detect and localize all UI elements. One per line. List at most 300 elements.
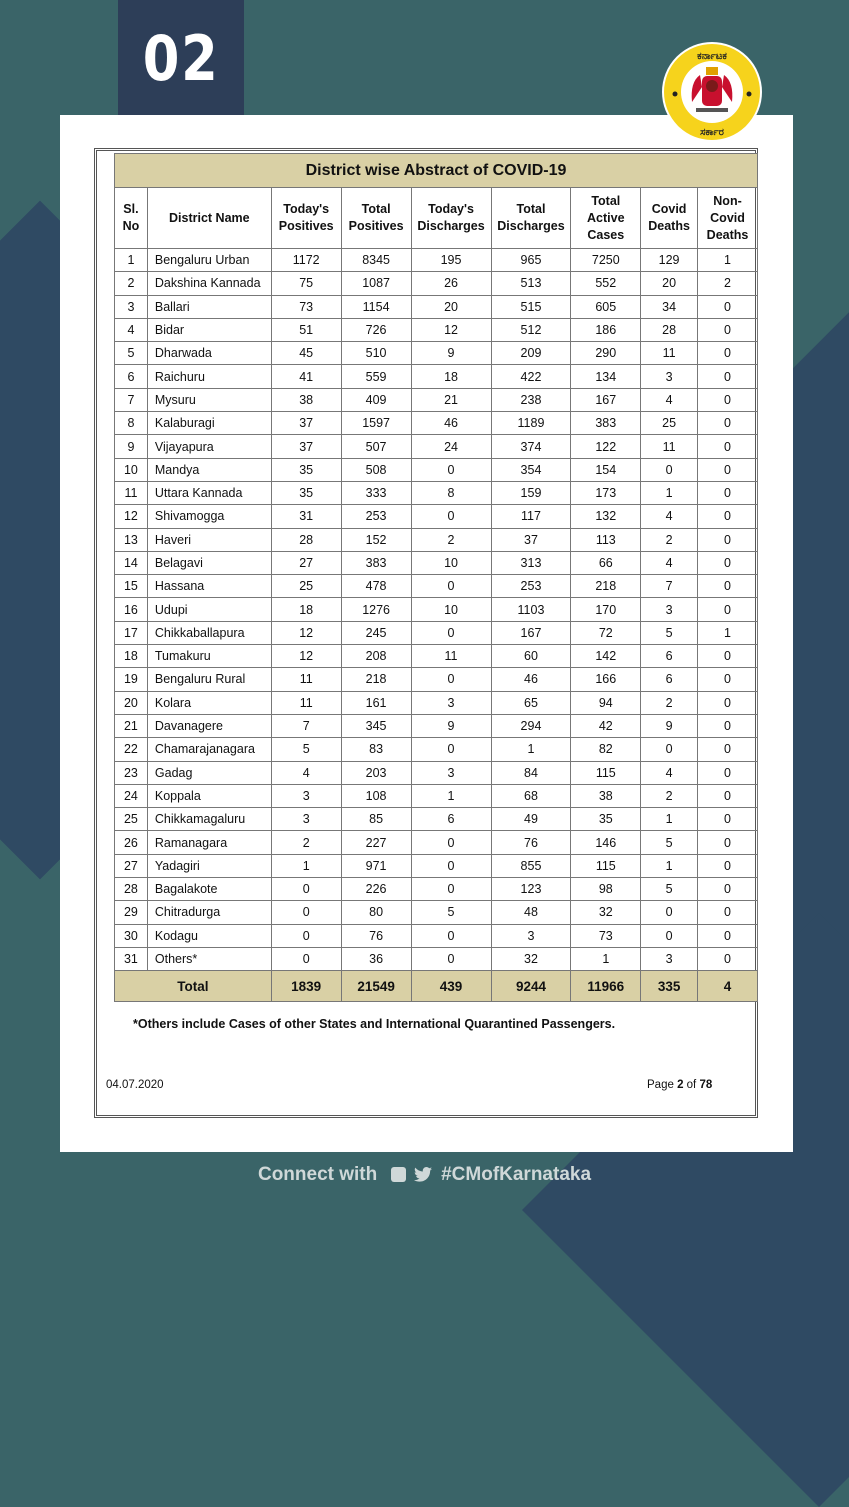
table-cell: 6 [115, 365, 148, 388]
table-row [115, 481, 758, 504]
district-name-cell: Ballari [147, 295, 271, 318]
table-cell: 49 [491, 808, 571, 831]
total-row [115, 971, 758, 1002]
table-cell: 4 [271, 761, 341, 784]
total-cell: 21549 [341, 971, 411, 1002]
table-cell: 253 [491, 575, 571, 598]
seal-bottom-text: ಸರ್ಕಾರ [700, 127, 724, 138]
column-header: Today's Discharges [411, 188, 491, 249]
table-cell: 5 [411, 901, 491, 924]
table-cell: 409 [341, 388, 411, 411]
table-row [115, 645, 758, 668]
table-cell: 51 [271, 318, 341, 341]
table-cell: 3 [115, 295, 148, 318]
page-current: 2 [677, 1079, 684, 1091]
table-cell: 203 [341, 761, 411, 784]
table-cell: 354 [491, 458, 571, 481]
table-cell: 0 [698, 481, 758, 504]
table-row [115, 388, 758, 411]
table-cell: 1597 [341, 412, 411, 435]
table-cell: 5 [641, 831, 698, 854]
table-cell: 186 [571, 318, 641, 341]
column-header: Covid Deaths [641, 188, 698, 249]
page-number-badge [118, 0, 244, 116]
table-cell: 294 [491, 714, 571, 737]
table-cell: 85 [341, 808, 411, 831]
table-cell: 18 [271, 598, 341, 621]
table-cell: 290 [571, 342, 641, 365]
page-prefix: Page [647, 1079, 678, 1091]
table-cell: 21 [411, 388, 491, 411]
table-cell: 333 [341, 481, 411, 504]
table-cell: 1 [641, 854, 698, 877]
table-cell: 374 [491, 435, 571, 458]
table-cell: 0 [271, 924, 341, 947]
table-cell: 0 [641, 924, 698, 947]
table-cell: 38 [571, 784, 641, 807]
table-cell: 170 [571, 598, 641, 621]
table-cell: 0 [411, 458, 491, 481]
document-page-indicator [647, 1079, 712, 1091]
district-name-cell: Dakshina Kannada [147, 272, 271, 295]
table-cell: 3 [411, 691, 491, 714]
district-name-cell: Mandya [147, 458, 271, 481]
table-cell: 605 [571, 295, 641, 318]
table-row [115, 249, 758, 272]
table-cell: 21 [115, 714, 148, 737]
table-cell: 28 [115, 878, 148, 901]
table-cell: 9 [411, 342, 491, 365]
column-header: Today's Positives [271, 188, 341, 249]
column-header: District Name [147, 188, 271, 249]
total-cell: 4 [698, 971, 758, 1002]
table-cell: 154 [571, 458, 641, 481]
table-cell: 5 [115, 342, 148, 365]
table-cell: 9 [411, 714, 491, 737]
total-label: Total [115, 971, 272, 1002]
table-cell: 253 [341, 505, 411, 528]
table-cell: 1087 [341, 272, 411, 295]
table-cell: 42 [571, 714, 641, 737]
table-cell: 0 [411, 924, 491, 947]
table-cell: 11 [641, 435, 698, 458]
table-cell: 11 [271, 691, 341, 714]
table-cell: 552 [571, 272, 641, 295]
table-row [115, 318, 758, 341]
table-cell: 6 [411, 808, 491, 831]
table-cell: 72 [571, 621, 641, 644]
district-name-cell: Chamarajanagara [147, 738, 271, 761]
table-cell: 14 [115, 551, 148, 574]
table-cell: 18 [115, 645, 148, 668]
table-cell: 16 [115, 598, 148, 621]
district-name-cell: Kalaburagi [147, 412, 271, 435]
table-cell: 0 [698, 435, 758, 458]
table-cell: 48 [491, 901, 571, 924]
district-name-cell: Raichuru [147, 365, 271, 388]
seal-top-text: ಕರ್ನಾಟಕ [697, 51, 727, 62]
district-name-cell: Hassana [147, 575, 271, 598]
column-header: Non- Covid Deaths [698, 188, 758, 249]
table-cell: 98 [571, 878, 641, 901]
table-cell: 76 [491, 831, 571, 854]
table-cell: 35 [571, 808, 641, 831]
table-cell: 0 [698, 854, 758, 877]
table-cell: 46 [411, 412, 491, 435]
table-row [115, 295, 758, 318]
table-cell: 0 [411, 505, 491, 528]
table-cell: 83 [341, 738, 411, 761]
table-cell: 115 [571, 761, 641, 784]
table-cell: 11 [411, 645, 491, 668]
table-cell: 31 [271, 505, 341, 528]
table-cell: 1 [571, 947, 641, 970]
table-cell: 122 [571, 435, 641, 458]
table-cell: 559 [341, 365, 411, 388]
table-cell: 0 [698, 365, 758, 388]
table-row [115, 831, 758, 854]
table-cell: 0 [271, 878, 341, 901]
table-cell: 1 [698, 621, 758, 644]
table-row [115, 528, 758, 551]
table-cell: 0 [698, 831, 758, 854]
table-cell: 2 [411, 528, 491, 551]
table-cell: 0 [271, 947, 341, 970]
table-cell: 2 [641, 691, 698, 714]
table-row [115, 365, 758, 388]
table-row [115, 691, 758, 714]
table-cell: 3 [641, 598, 698, 621]
karnataka-govt-seal-icon [662, 42, 762, 142]
table-row [115, 272, 758, 295]
table-cell: 7 [641, 575, 698, 598]
table-cell: 1 [271, 854, 341, 877]
table-cell: 209 [491, 342, 571, 365]
table-cell: 115 [571, 854, 641, 877]
district-name-cell: Yadagiri [147, 854, 271, 877]
table-cell: 117 [491, 505, 571, 528]
table-cell: 0 [411, 668, 491, 691]
table-cell: 25 [115, 808, 148, 831]
table-cell: 80 [341, 901, 411, 924]
district-name-cell: Chitradurga [147, 901, 271, 924]
table-cell: 68 [491, 784, 571, 807]
table-cell: 9 [641, 714, 698, 737]
table-cell: 166 [571, 668, 641, 691]
table-cell: 0 [698, 295, 758, 318]
table-row [115, 808, 758, 831]
total-cell: 335 [641, 971, 698, 1002]
table-cell: 0 [698, 738, 758, 761]
table-cell: 37 [271, 435, 341, 458]
table-row [115, 435, 758, 458]
table-cell: 5 [271, 738, 341, 761]
column-header: Total Active Cases [571, 188, 641, 249]
table-row [115, 947, 758, 970]
table-cell: 0 [698, 691, 758, 714]
covid-district-table [114, 153, 758, 1002]
table-cell: 0 [411, 738, 491, 761]
district-name-cell: Udupi [147, 598, 271, 621]
table-cell: 12 [271, 621, 341, 644]
table-cell: 9 [115, 435, 148, 458]
table-cell: 0 [698, 388, 758, 411]
table-row [115, 598, 758, 621]
table-cell: 17 [115, 621, 148, 644]
table-cell: 36 [341, 947, 411, 970]
table-row [115, 714, 758, 737]
table-cell: 0 [698, 924, 758, 947]
table-cell: 20 [411, 295, 491, 318]
table-cell: 13 [115, 528, 148, 551]
table-cell: 113 [571, 528, 641, 551]
table-cell: 66 [571, 551, 641, 574]
table-cell: 23 [115, 761, 148, 784]
table-cell: 1154 [341, 295, 411, 318]
table-cell: 2 [115, 272, 148, 295]
table-row [115, 738, 758, 761]
table-footnote: *Others include Cases of other States and International Quarantined Passengers. [133, 1017, 616, 1031]
table-cell: 4 [641, 551, 698, 574]
table-cell: 5 [641, 621, 698, 644]
table-cell: 167 [571, 388, 641, 411]
table-cell: 855 [491, 854, 571, 877]
table-cell: 8345 [341, 249, 411, 272]
table-row [115, 575, 758, 598]
district-name-cell: Chikkaballapura [147, 621, 271, 644]
table-cell: 0 [698, 342, 758, 365]
table-title: District wise Abstract of COVID-19 [114, 153, 758, 187]
district-name-cell: Mysuru [147, 388, 271, 411]
district-name-cell: Bengaluru Urban [147, 249, 271, 272]
table-cell: 208 [341, 645, 411, 668]
document-date: 04.07.2020 [106, 1079, 164, 1091]
table-cell: 6 [641, 645, 698, 668]
table-cell: 146 [571, 831, 641, 854]
total-cell: 1839 [271, 971, 341, 1002]
table-row [115, 505, 758, 528]
page-total: 78 [699, 1079, 713, 1091]
district-name-cell: Kolara [147, 691, 271, 714]
total-cell: 11966 [571, 971, 641, 1002]
table-cell: 0 [698, 947, 758, 970]
table-cell: 2 [641, 784, 698, 807]
table-cell: 226 [341, 878, 411, 901]
table-row [115, 924, 758, 947]
table-cell: 0 [698, 318, 758, 341]
table-cell: 7250 [571, 249, 641, 272]
facebook-icon [391, 1167, 406, 1182]
table-cell: 0 [411, 575, 491, 598]
table-cell: 4 [641, 505, 698, 528]
table-cell: 6 [641, 668, 698, 691]
district-name-cell: Gadag [147, 761, 271, 784]
table-cell: 3 [641, 365, 698, 388]
table-cell: 167 [491, 621, 571, 644]
district-name-cell: Koppala [147, 784, 271, 807]
table-row [115, 551, 758, 574]
table-cell: 76 [341, 924, 411, 947]
table-cell: 345 [341, 714, 411, 737]
table-cell: 159 [491, 481, 571, 504]
table-cell: 510 [341, 342, 411, 365]
table-cell: 26 [411, 272, 491, 295]
table-cell: 0 [698, 412, 758, 435]
table-cell: 37 [271, 412, 341, 435]
table-cell: 46 [491, 668, 571, 691]
table-cell: 27 [271, 551, 341, 574]
table-row [115, 901, 758, 924]
table-cell: 82 [571, 738, 641, 761]
table-cell: 0 [698, 878, 758, 901]
district-name-cell: Others* [147, 947, 271, 970]
table-cell: 0 [411, 947, 491, 970]
table-cell: 129 [641, 249, 698, 272]
table-cell: 4 [641, 761, 698, 784]
table-cell: 28 [641, 318, 698, 341]
connect-label: Connect with [257, 1164, 378, 1186]
table-cell: 60 [491, 645, 571, 668]
column-header: Sl. No [115, 188, 148, 249]
table-cell: 512 [491, 318, 571, 341]
table-cell: 134 [571, 365, 641, 388]
district-name-cell: Tumakuru [147, 645, 271, 668]
twitter-icon [414, 1167, 432, 1182]
table-cell: 965 [491, 249, 571, 272]
table-cell: 22 [115, 738, 148, 761]
table-cell: 3 [491, 924, 571, 947]
table-cell: 24 [411, 435, 491, 458]
district-name-cell: Bagalakote [147, 878, 271, 901]
table-cell: 1103 [491, 598, 571, 621]
table-cell: 0 [698, 668, 758, 691]
table-cell: 32 [571, 901, 641, 924]
table-cell: 37 [491, 528, 571, 551]
table-cell: 1 [411, 784, 491, 807]
table-cell: 12 [411, 318, 491, 341]
table-cell: 3 [411, 761, 491, 784]
table-cell: 8 [411, 481, 491, 504]
table-cell: 0 [698, 551, 758, 574]
table-cell: 7 [115, 388, 148, 411]
table-cell: 15 [115, 575, 148, 598]
table-cell: 515 [491, 295, 571, 318]
table-cell: 4 [115, 318, 148, 341]
district-name-cell: Kodagu [147, 924, 271, 947]
column-header: Total Positives [341, 188, 411, 249]
table-cell: 20 [115, 691, 148, 714]
table-cell: 84 [491, 761, 571, 784]
table-cell: 38 [271, 388, 341, 411]
district-name-cell: Bidar [147, 318, 271, 341]
table-cell: 245 [341, 621, 411, 644]
table-cell: 0 [698, 784, 758, 807]
table-cell: 0 [698, 528, 758, 551]
table-cell: 94 [571, 691, 641, 714]
table-cell: 0 [698, 761, 758, 784]
table-cell: 45 [271, 342, 341, 365]
table-cell: 1 [491, 738, 571, 761]
table-cell: 41 [271, 365, 341, 388]
table-cell: 24 [115, 784, 148, 807]
table-cell: 313 [491, 551, 571, 574]
table-cell: 0 [271, 901, 341, 924]
table-cell: 5 [641, 878, 698, 901]
table-cell: 478 [341, 575, 411, 598]
table-cell: 0 [698, 808, 758, 831]
table-cell: 32 [491, 947, 571, 970]
table-cell: 73 [271, 295, 341, 318]
table-row [115, 412, 758, 435]
table-cell: 238 [491, 388, 571, 411]
table-body [115, 249, 758, 1002]
table-cell: 195 [411, 249, 491, 272]
table-cell: 0 [411, 621, 491, 644]
table-cell: 218 [571, 575, 641, 598]
table-cell: 11 [271, 668, 341, 691]
table-cell: 0 [641, 738, 698, 761]
page-mid: of [683, 1079, 700, 1091]
table-cell: 0 [698, 458, 758, 481]
table-cell: 2 [641, 528, 698, 551]
table-cell: 507 [341, 435, 411, 458]
connect-footer [0, 1164, 849, 1186]
table-header-row [115, 188, 758, 249]
district-name-cell: Vijayapura [147, 435, 271, 458]
table-cell: 508 [341, 458, 411, 481]
total-cell: 439 [411, 971, 491, 1002]
district-name-cell: Dharwada [147, 342, 271, 365]
table-row [115, 761, 758, 784]
district-name-cell: Ramanagara [147, 831, 271, 854]
table-cell: 29 [115, 901, 148, 924]
table-cell: 0 [698, 901, 758, 924]
table-cell: 65 [491, 691, 571, 714]
table-cell: 2 [698, 272, 758, 295]
table-cell: 4 [641, 388, 698, 411]
table-cell: 0 [698, 598, 758, 621]
district-name-cell: Bengaluru Rural [147, 668, 271, 691]
document-page [60, 115, 793, 1152]
page-number: 02 [142, 21, 220, 95]
table-cell: 12 [115, 505, 148, 528]
table-cell: 28 [271, 528, 341, 551]
table-cell: 152 [341, 528, 411, 551]
table-cell: 25 [271, 575, 341, 598]
table-cell: 142 [571, 645, 641, 668]
table-row [115, 621, 758, 644]
table-row [115, 854, 758, 877]
table-cell: 383 [341, 551, 411, 574]
table-cell: 0 [698, 575, 758, 598]
district-name-cell: Davanagere [147, 714, 271, 737]
table-cell: 19 [115, 668, 148, 691]
table-cell: 218 [341, 668, 411, 691]
table-cell: 73 [571, 924, 641, 947]
table-cell: 3 [271, 808, 341, 831]
table-cell: 726 [341, 318, 411, 341]
table-cell: 3 [271, 784, 341, 807]
table-cell: 34 [641, 295, 698, 318]
table-cell: 18 [411, 365, 491, 388]
table-cell: 1172 [271, 249, 341, 272]
table-cell: 31 [115, 947, 148, 970]
table-row [115, 784, 758, 807]
table-cell: 383 [571, 412, 641, 435]
table-cell: 1 [115, 249, 148, 272]
table-cell: 173 [571, 481, 641, 504]
district-name-cell: Chikkamagaluru [147, 808, 271, 831]
